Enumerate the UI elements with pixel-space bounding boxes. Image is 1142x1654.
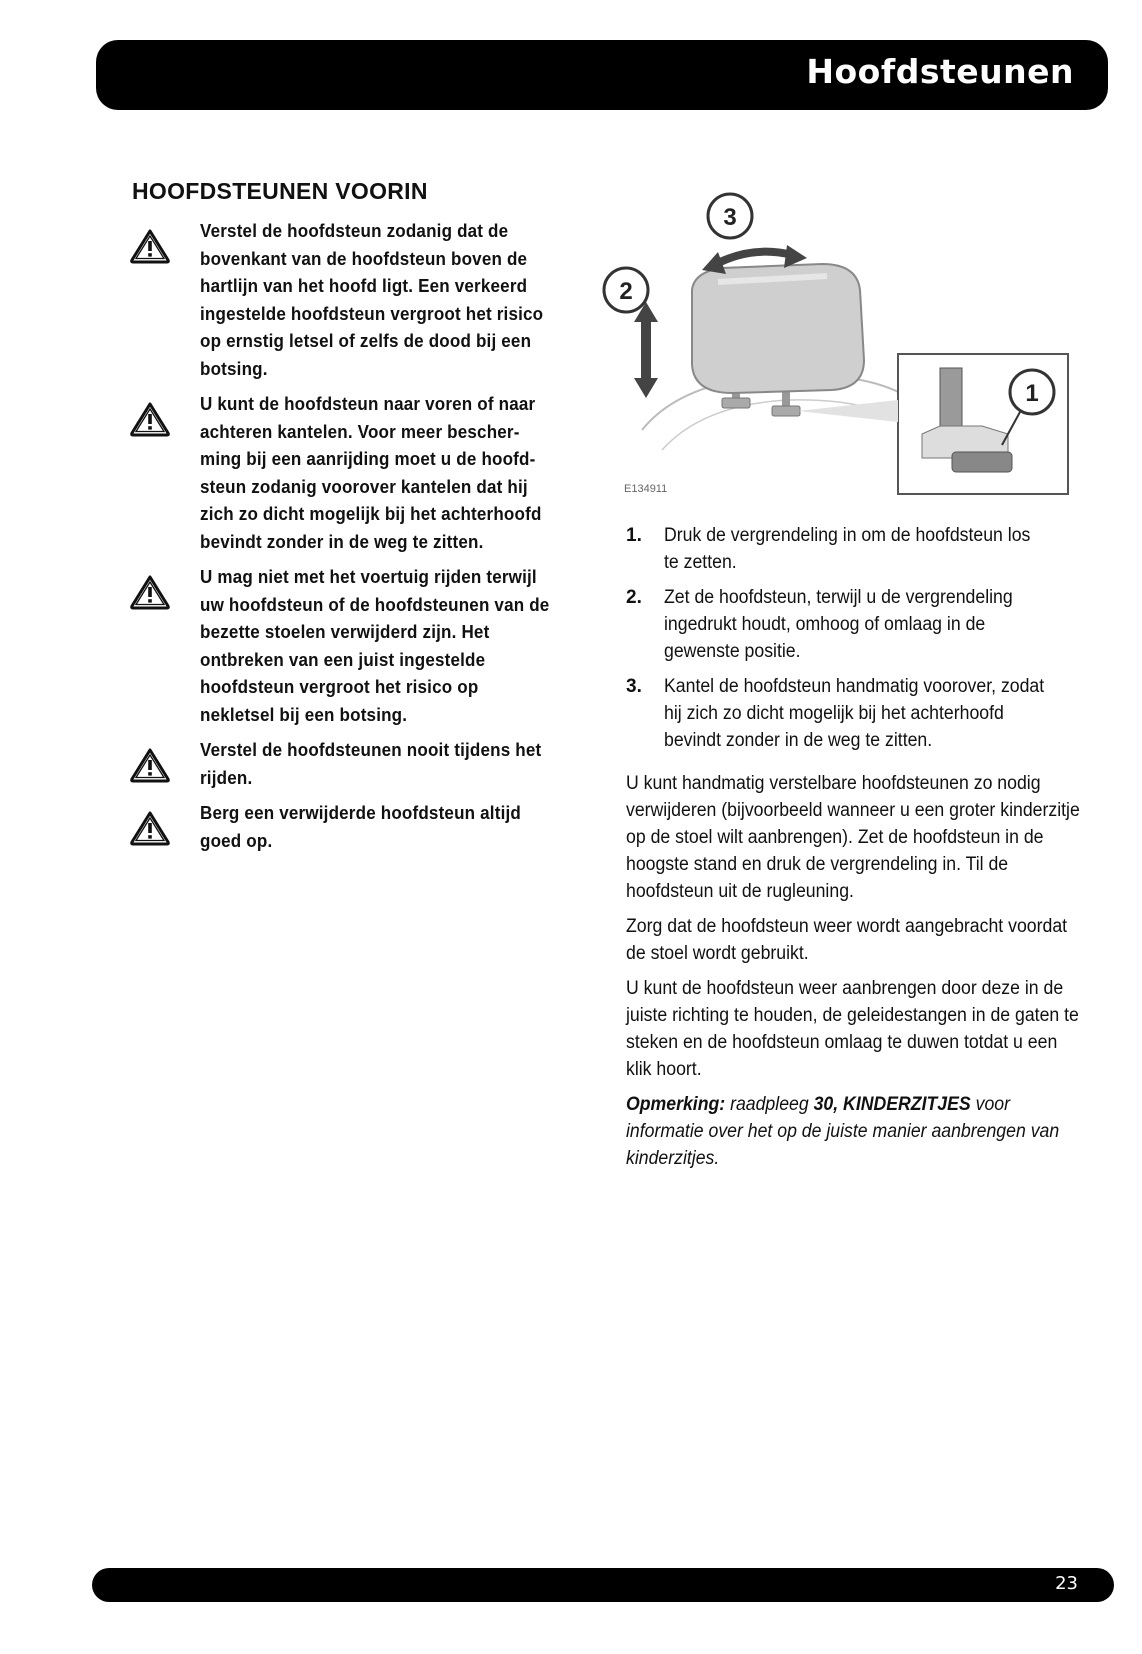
paragraph: Zorg dat de hoofdsteun weer wordt aangebracht voordat de stoel wordt gebruikt.	[626, 916, 1068, 964]
release-button	[952, 452, 1012, 472]
headrest-diagram	[619, 190, 1072, 510]
headrest-illustration	[619, 190, 1072, 510]
page-title: Hoofdsteunen	[806, 52, 1074, 91]
page-number: 23	[1055, 1573, 1078, 1594]
warning-triangle-icon	[130, 402, 170, 436]
warning-triangle-icon	[130, 575, 170, 609]
footer-bar	[92, 1568, 1114, 1602]
step-number: 3.	[626, 676, 642, 697]
paragraph: U kunt handmatig verstelbare hoofdsteunen zo nodig verwijderen (bijvoorbeeld wanneer u een groter kinderzitje op de stoel wilt aanbrengen). Zet de hoofdsteun in de hoogste stand en druk de vergrendeling in. Til de hoofdsteun uit de rugleuning.	[626, 773, 1080, 902]
warning-item	[130, 799, 580, 854]
callout-label: 1	[1025, 380, 1039, 407]
note-paragraph	[626, 1091, 1084, 1172]
warning-text: Verstel de hoofdsteun zodanig dat de bovenkant van de hoofdsteun boven de hartlijn van het hoofd ligt. Een verkeerd ingestelde hoofdsteun vergroot het risico op ernstig letsel of zelfs de dood bij een botsing.	[200, 220, 544, 379]
note-reference-link[interactable]: 30, KINDERZITJES	[813, 1094, 971, 1115]
list-item	[626, 522, 1076, 576]
step-text: Druk de vergrendeling in om de hoofdsteun los te zetten.	[664, 525, 1031, 573]
warning-list	[130, 217, 580, 862]
headrest-shape	[692, 264, 864, 393]
header-bar	[96, 40, 1108, 110]
list-item	[626, 584, 1076, 665]
step-number: 2.	[626, 587, 642, 608]
step-number: 1.	[626, 525, 642, 546]
step-list	[626, 522, 1076, 762]
warning-item	[130, 217, 580, 382]
warning-triangle-icon	[130, 748, 170, 782]
note-prefix: raadpleeg	[725, 1094, 814, 1115]
paragraph: U kunt de hoofdsteun weer aanbrengen door deze in de juiste richting te houden, de geleidestangen in de gaten te steken en de hoofdsteun omlaag te duwen totdat u een klik hoort.	[626, 978, 1079, 1080]
warning-text: Verstel de hoofdsteunen nooit tijdens het rijden.	[200, 739, 542, 788]
note-label: Opmerking:	[626, 1094, 726, 1115]
note-suffix: voor informatie over het op de juiste manier aanbrengen van kinderzitjes.	[626, 1094, 1060, 1169]
warning-triangle-icon	[130, 229, 170, 263]
step-text: Kantel de hoofdsteun handmatig voorover, zodat hij zich zo dicht mogelijk bij het achterhoofd bevindt zonder in de weg te zitten.	[664, 676, 1045, 751]
step-text: Zet de hoofdsteun, terwijl u de vergrendeling ingedrukt houdt, omhoog of omlaag in de gewenste positie.	[664, 587, 1013, 662]
vertical-arrow	[641, 320, 651, 380]
body-text	[626, 770, 1086, 1180]
list-item	[626, 673, 1076, 754]
warning-item	[130, 563, 580, 728]
warning-item	[130, 736, 580, 791]
warning-triangle-icon	[130, 811, 170, 845]
warning-text: Berg een verwijderde hoofdsteun altijd goed op.	[200, 802, 521, 851]
warning-text: U mag niet met het voertuig rijden terwijl uw hoofdsteun of de hoofdsteunen van de bezette stoelen verwijderd zijn. Het ontbreken van een juist ingestelde hoofdsteun vergroot het risico op nekletsel bij een botsing.	[200, 566, 550, 725]
warning-item	[130, 390, 580, 555]
callout-label: 2	[619, 278, 633, 305]
figure-code: E134911	[624, 483, 668, 495]
callout-label: 3	[723, 204, 737, 231]
warning-text: U kunt de hoofdsteun naar voren of naar achteren kantelen. Voor meer bescher-ming bij een aanrijding moet u de hoofd-steun zodanig voorover kantelen dat hij zich zo dicht mogelijk bij het achterhoofd bevindt zonder in de weg te zitten.	[200, 393, 542, 552]
section-heading: HOOFDSTEUNEN VOORIN	[132, 178, 428, 204]
